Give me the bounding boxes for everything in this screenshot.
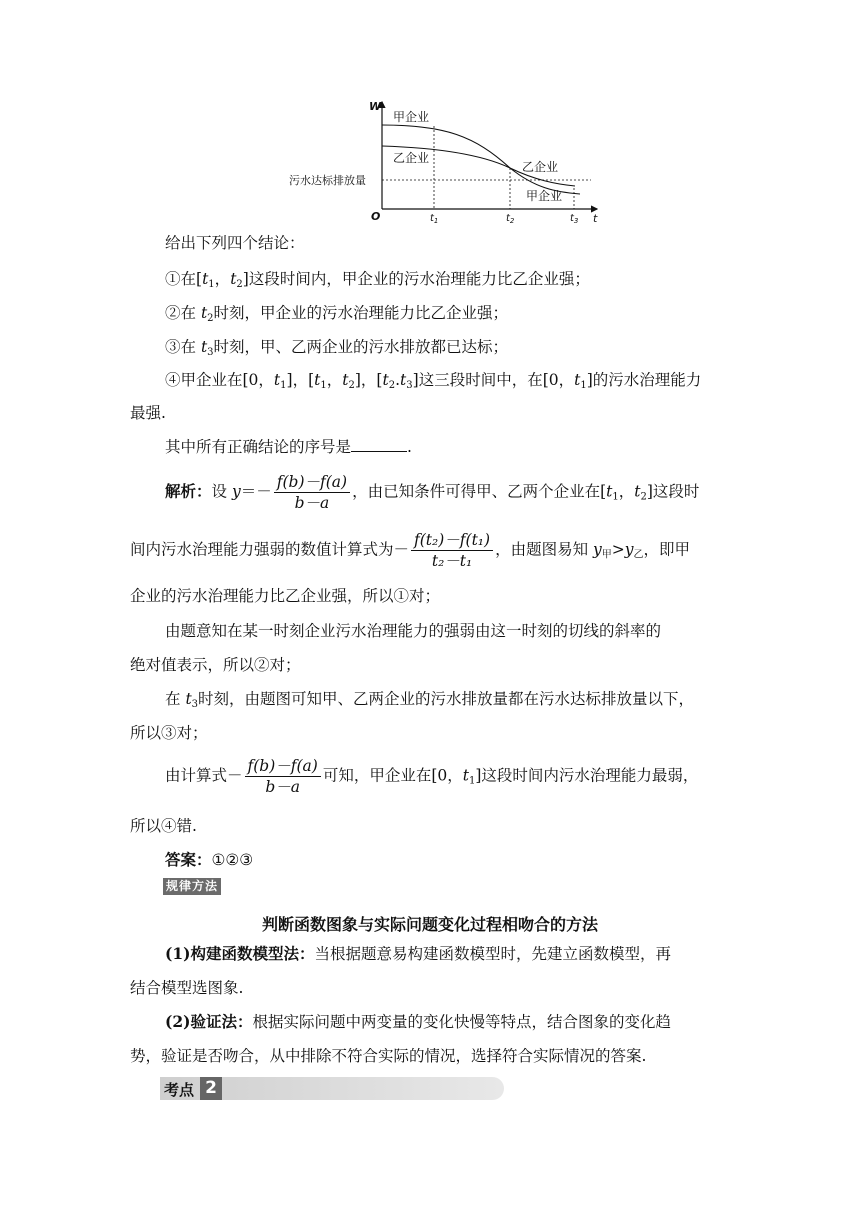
- fraction-2: $\frac{\text{f(t₂)－f(t₁)}}{\text{t₂－t₁}}$: [411, 530, 493, 571]
- analysis-line-6: 在 $t_3$时刻，由题图可知甲、乙两企业的污水排放量都在污水达标排放量以下，: [165, 690, 695, 710]
- answer-blank: [351, 437, 407, 452]
- curve-yi-top-label: 乙企业: [393, 151, 430, 165]
- method-tag: 规律方法: [163, 878, 221, 895]
- method-1-line-1: (1)构建函数模型法：当根据题意易构建函数模型时，先建立函数模型，再: [165, 944, 671, 963]
- conclusion-4-cont: 最强.: [130, 404, 166, 422]
- method-1-line-2: 结合模型选图象.: [130, 979, 244, 997]
- tick-t2: $t_2$: [506, 213, 515, 225]
- analysis-line-9: 所以④错.: [130, 817, 197, 835]
- standard-line-label: 污水达标排放量: [289, 174, 366, 187]
- pollution-graph: [285, 96, 610, 226]
- kaodian-number: 2: [200, 1077, 222, 1100]
- intro-line: 给出下列四个结论：: [165, 234, 305, 252]
- analysis-line-5: 绝对值表示，所以②对；: [130, 656, 301, 674]
- pollution-figure: [285, 96, 610, 226]
- conclusion-3: ③在 $t_3$时刻，甲、乙两企业的污水排放都已达标；: [165, 338, 509, 358]
- analysis-line-3: 企业的污水治理能力比乙企业强，所以①对；: [130, 587, 441, 605]
- question-line: 其中所有正确结论的序号是 .: [165, 438, 412, 456]
- method-title: 判断函数图象与实际问题变化过程相吻合的方法: [261, 915, 598, 934]
- kaodian-label: 考点: [164, 1081, 195, 1099]
- fraction-1: $\frac{f(b)-f(a)}{b-a}$: [274, 472, 350, 513]
- analysis-line-2: 间内污水治理能力强弱的数值计算式为－ $\frac{\text{f(t₂)－f(t₁)}}{\text{t₂－t₁}}$ ，由题图易知 $y_甲>y_乙$，即甲: [130, 531, 691, 570]
- kaodian-banner: [160, 1077, 504, 1100]
- tick-t3: $t_3$: [570, 213, 579, 225]
- fraction-3: $\frac{f(b)-f(a)}{b-a}$: [245, 756, 321, 797]
- analysis-line-1: 解析：设 y＝－ $\frac{f(b)-f(a)}{b-a}$ ，由已知条件可得甲、乙两个企业在[$t_1$，$t_2$]这段时: [165, 473, 700, 512]
- x-axis-label: t: [593, 212, 598, 225]
- method-2-line-2: 势，验证是否吻合，从中排除不符合实际的情况，选择符合实际情况的答案.: [130, 1047, 647, 1065]
- analysis-line-4: 由题意知在某一时刻企业污水治理能力的强弱由这一时刻的切线的斜率的: [165, 622, 662, 640]
- tick-t1: $t_1$: [430, 213, 439, 225]
- y-axis-label: W: [369, 100, 382, 113]
- answer-line: 答案：①②③: [165, 850, 254, 869]
- curve-jia-top-label: 甲企业: [393, 110, 430, 124]
- analysis-line-8: 由计算式－ $\frac{f(b)-f(a)}{b-a}$ 可知，甲企业在[0，$t_1$]这段时间内污水治理能力最弱，: [165, 757, 699, 796]
- conclusion-2: ②在 $t_2$时刻，甲企业的污水治理能力比乙企业强；: [165, 304, 509, 324]
- origin-label: O: [371, 210, 381, 223]
- conclusion-4: ④甲企业在[0，$t_1$]，[$t_1$，$t_2$]，$[t_2.t_3]$这三段时间中，在[0，$t_1$]的污水治理能力: [165, 371, 702, 391]
- analysis-line-7: 所以③对；: [130, 724, 208, 742]
- curve-jia-bottom-label: 甲企业: [526, 189, 563, 203]
- method-2-line-1: (2)验证法：根据实际问题中两变量的变化快慢等特点，结合图象的变化趋: [165, 1012, 671, 1031]
- conclusion-1: ①在[$t_1$，$t_2$]这段时间内，甲企业的污水治理能力比乙企业强；: [165, 270, 590, 290]
- curve-yi-bottom-label: 乙企业: [522, 160, 559, 174]
